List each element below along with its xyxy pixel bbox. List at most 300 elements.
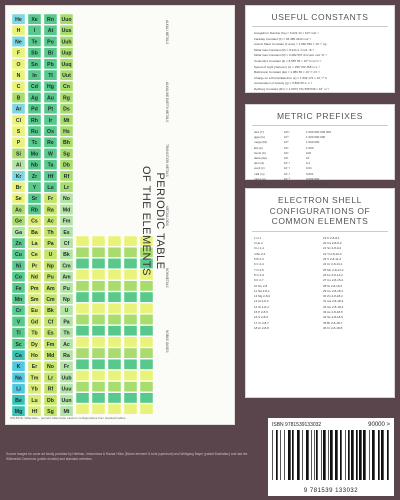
list-item: 30 Zn 2-8-18-2 <box>323 294 343 299</box>
element-symbol: Db <box>47 397 54 404</box>
element-symbol: At <box>47 28 54 35</box>
element-cell <box>124 382 137 392</box>
element-cell <box>92 382 105 392</box>
periodic-table-sheet <box>5 5 235 425</box>
element-cell <box>76 326 89 336</box>
element-symbol: Ce <box>31 252 38 259</box>
list-item: 5 B 2-3 <box>254 257 264 262</box>
prefix-px: kilo (k) <box>254 145 263 150</box>
element-symbol: Gd <box>30 319 39 326</box>
prefixes-list <box>246 130 394 192</box>
element-symbol: V <box>16 319 21 326</box>
list-item: Atomic Mass Constant (1 amu) = 1.660 539 × 10⁻²⁷ kg <box>254 42 327 47</box>
element-symbol: Cm <box>46 297 55 303</box>
element-symbol: Fe <box>15 285 22 292</box>
element-symbol: Ar <box>15 106 22 113</box>
barcode-bar <box>335 430 338 480</box>
element-symbol: Md <box>46 353 55 359</box>
element-cell <box>108 326 121 336</box>
element-cell <box>108 236 121 246</box>
element-symbol: Rb <box>31 207 38 214</box>
element-cell <box>124 370 137 380</box>
barcode-bar <box>311 430 312 480</box>
element-symbol: Uun <box>61 397 72 404</box>
element-symbol: Uuq <box>61 61 72 68</box>
prefix-pv: 0.1 <box>306 161 311 166</box>
title-line-1: PERIODIC TABLE <box>154 172 166 270</box>
element-symbol: Tc <box>31 140 38 147</box>
list-item: 21 Sc 2-8-9-2 <box>323 246 342 251</box>
element-symbol: Ti <box>16 330 21 337</box>
element-symbol: Cf <box>63 241 70 247</box>
isbn-text: ISBN 9781539133032 <box>272 422 322 428</box>
element-symbol: Bk <box>63 252 70 259</box>
element-cell <box>108 393 121 403</box>
element-symbol: Pr <box>31 263 38 270</box>
element-symbol: Uuu <box>61 386 72 393</box>
element-symbol: Nb <box>31 162 38 169</box>
barcode-bar <box>369 430 370 480</box>
element-cell <box>140 404 153 414</box>
element-symbol: Md <box>62 207 71 214</box>
list-item: Faraday Constant (F) = 96 485.3312 mol⁻¹ <box>254 36 311 41</box>
element-symbol: Sr <box>31 196 38 203</box>
element-symbol: Xe <box>31 17 38 23</box>
element-symbol: Al <box>15 162 22 169</box>
group-label: ALKALINE EARTH METALS <box>165 82 169 123</box>
element-symbol: P <box>16 140 21 147</box>
metric-prefixes-title: METRIC PREFIXES <box>252 111 388 126</box>
list-item: 32 Ge 2-8-18-4 <box>323 304 344 309</box>
prefix-pf: 10³ <box>284 145 289 150</box>
price-code: 90000 > <box>368 422 390 428</box>
element-symbol: Am <box>62 274 71 281</box>
element-cell <box>92 359 105 369</box>
element-cell <box>76 292 89 302</box>
element-symbol: Uuo <box>61 17 72 23</box>
element-symbol: Mt <box>63 117 70 124</box>
barcode-bar <box>272 430 273 480</box>
element-symbol: Hf <box>31 409 38 415</box>
element-symbol: Po <box>47 39 54 46</box>
barcode-bar <box>381 430 384 480</box>
element-symbol: Uub <box>61 375 72 382</box>
barcode-bar <box>280 430 281 480</box>
element-symbol: Se <box>15 196 22 203</box>
list-item: 23 V 2-8-11-2 <box>323 257 342 262</box>
list-item: Coulomb's Constant (k) = 8.987 55 × 10⁹ N m² C⁻² <box>254 58 322 63</box>
element-symbol: Cs <box>31 218 38 225</box>
prefix-pf: 10⁻⁹ <box>284 182 291 187</box>
prefix-px: hecto (h) <box>254 150 266 155</box>
prefix-pv: 0.001 <box>306 171 314 176</box>
element-symbol: Rf <box>47 386 54 393</box>
element-symbol: Hg <box>47 84 54 91</box>
shell-list-right <box>323 236 386 331</box>
element-symbol: Ca <box>15 353 22 359</box>
element-symbol: Fm <box>46 341 55 348</box>
element-symbol: La <box>31 241 38 247</box>
barcode-bar <box>348 430 350 480</box>
barcode-bar <box>363 430 366 480</box>
prefix-pf: 10⁶ <box>284 140 289 145</box>
list-item: 2 He 2 <box>254 241 263 246</box>
shell-columns <box>246 236 394 331</box>
element-symbol: Pt <box>47 106 54 113</box>
element-cell <box>108 370 121 380</box>
element-symbol: Mo <box>30 151 39 158</box>
element-symbol: F <box>16 50 21 57</box>
element-symbol: Fr <box>47 196 54 203</box>
element-symbol: Fr <box>63 364 70 371</box>
element-symbol: Rg <box>63 95 70 102</box>
element-symbol: I <box>33 28 36 35</box>
element-symbol: Hf <box>47 173 54 180</box>
barcode-bar <box>292 430 294 480</box>
list-item: Charge on a Proton/Electron (e) = 1.602 176 × 10⁻¹⁹ C <box>254 75 327 80</box>
element-cell <box>92 270 105 280</box>
element-cell <box>108 382 121 392</box>
element-symbol: Ga <box>15 229 22 236</box>
element-cell <box>76 359 89 369</box>
element-cell <box>140 303 153 313</box>
element-symbol: C <box>16 84 21 91</box>
element-cell <box>76 370 89 380</box>
element-symbol: O <box>16 61 21 68</box>
group-label: NONMETALS <box>165 268 169 288</box>
element-symbol: Sc <box>15 341 22 348</box>
element-cell <box>92 258 105 268</box>
useful-constants-title: USEFUL CONSTANTS <box>252 12 388 27</box>
element-cell <box>76 281 89 291</box>
element-cell <box>108 348 121 358</box>
element-symbol: Au <box>47 95 54 102</box>
periodic-table-grid <box>6 6 236 426</box>
prefix-pv: 10 <box>306 156 310 161</box>
group-label: NOBLE GASES <box>165 330 169 353</box>
element-cell <box>76 314 89 324</box>
barcode-bar <box>314 430 315 480</box>
list-item: Boltzmann Constant (kʙ) = 1.380 65 × 10⁻²³ J K⁻¹ <box>254 70 321 75</box>
element-symbol: Bi <box>47 50 54 57</box>
barcode-bar <box>356 430 358 480</box>
prefix-pf: 10⁹ <box>284 135 289 140</box>
element-cell <box>140 393 153 403</box>
element-symbol: Cr <box>15 308 22 315</box>
element-symbol: Ir <box>48 117 53 124</box>
element-symbol: Zr <box>31 173 38 180</box>
list-item: 9 F 2-7 <box>254 278 264 283</box>
element-symbol: Ds <box>63 106 70 113</box>
list-item: 25 Mn 2-8-13-2 <box>323 267 344 272</box>
prefix-pf: 10⁻¹ <box>284 161 290 166</box>
list-item: 7 N 2-5 <box>254 267 264 272</box>
element-cell <box>124 337 137 347</box>
element-symbol: Uut <box>62 73 71 79</box>
element-symbol: Dy <box>31 341 38 348</box>
element-cell <box>108 314 121 324</box>
prefix-pv: 0.000 000 001 <box>306 182 326 187</box>
prefix-pv: 1 000 000 000 000 <box>306 130 332 134</box>
element-cell <box>76 382 89 392</box>
prefix-px: giga (G) <box>254 135 265 140</box>
prefix-pf: 10¹² <box>284 130 290 134</box>
element-symbol: Th <box>63 330 70 337</box>
list-item: Acceleration of Gravity (g) = 9.806 65 m s⁻² <box>254 81 313 86</box>
prefix-px: tera (T) <box>254 130 264 134</box>
element-symbol: Tb <box>31 330 38 337</box>
element-cell <box>76 270 89 280</box>
electron-shell-panel <box>245 188 395 398</box>
barcode-bar <box>302 430 303 480</box>
element-symbol: Mt <box>63 409 70 415</box>
element-symbol: Zn <box>15 241 22 247</box>
barcode-bar <box>321 430 322 480</box>
list-item: 31 Ga 2-8-18-3 <box>323 299 344 304</box>
prefix-pf: 10⁻³ <box>284 171 290 176</box>
shell-list-left <box>254 236 317 331</box>
element-cell <box>92 404 105 414</box>
list-item: 26 Fe 2-8-14-2 <box>323 272 343 277</box>
element-cell <box>124 314 137 324</box>
element-cell <box>140 314 153 324</box>
element-cell <box>92 326 105 336</box>
element-symbol: K <box>16 364 21 371</box>
prefix-px: milli (m) <box>254 171 265 176</box>
element-symbol: Es <box>63 229 70 236</box>
element-symbol: Ne <box>15 39 22 46</box>
periodic-table-title <box>126 146 166 296</box>
element-cell <box>76 303 89 313</box>
list-item: 24 Cr 2-8-13-1 <box>323 262 343 267</box>
element-symbol: Np <box>47 263 54 270</box>
element-symbol: Yb <box>31 386 38 393</box>
list-item: 4 Be 2-2 <box>254 251 266 256</box>
barcode-bar <box>284 430 285 480</box>
element-symbol: Os <box>47 129 54 135</box>
list-item: 11 Na 2-8-1 <box>254 288 270 293</box>
element-symbol: Uus <box>61 28 72 35</box>
barcode-bar <box>328 430 329 480</box>
element-symbol: W <box>48 151 53 158</box>
barcode-bar <box>387 430 389 480</box>
prefix-pf: 10¹ <box>284 156 289 161</box>
prefix-pv: 1 000 <box>306 145 314 150</box>
element-symbol: Rf <box>63 173 70 180</box>
element-symbol: No <box>47 364 54 371</box>
element-cell <box>140 359 153 369</box>
element-cell <box>108 258 121 268</box>
constants-list <box>246 31 394 93</box>
element-symbol: As <box>15 207 22 214</box>
element-cell <box>140 337 153 347</box>
element-symbol: Es <box>47 330 54 337</box>
element-symbol: Sg <box>63 151 70 158</box>
element-symbol: Cd <box>31 84 38 91</box>
element-symbol: Ag <box>31 95 38 102</box>
element-symbol: Rh <box>31 117 38 124</box>
barcode-bar <box>345 430 346 480</box>
element-symbol: Ac <box>63 341 70 348</box>
element-symbol: He <box>15 17 22 23</box>
list-item: 15 P 2-8-5 <box>254 310 268 315</box>
element-symbol: Br <box>15 185 22 191</box>
element-cell <box>92 348 105 358</box>
barcode-bar <box>306 430 309 480</box>
element-cell <box>92 303 105 313</box>
element-cell <box>92 370 105 380</box>
list-item: Rydberg Constant (R∞) = 1.0973 731 568 539 × 10⁷ m⁻¹ <box>254 86 330 91</box>
barcode-bar <box>297 430 300 480</box>
element-cell <box>140 326 153 336</box>
element-symbol: Db <box>63 162 70 169</box>
list-item: 34 Se 2-8-18-6 <box>323 315 344 320</box>
list-item: 35 Br 2-8-18-7 <box>323 320 343 325</box>
element-cell <box>92 281 105 291</box>
element-cell <box>92 393 105 403</box>
list-item: 27 Co 2-8-15-2 <box>323 278 344 283</box>
element-symbol: Lr <box>47 375 54 382</box>
element-cell <box>140 382 153 392</box>
element-symbol: Ba <box>31 229 38 236</box>
element-cell <box>92 292 105 302</box>
element-symbol: No <box>63 196 70 203</box>
sheet-footer: SOURCE: Wikipedia – periodic table data; electron configurations from standard tables. <box>10 416 127 420</box>
element-symbol: Er <box>31 364 38 371</box>
element-symbol: Si <box>16 151 21 158</box>
element-cell <box>108 359 121 369</box>
element-symbol: U <box>64 308 69 315</box>
element-symbol: B <box>16 95 21 102</box>
element-symbol: Sm <box>30 297 39 303</box>
element-symbol: Ni <box>15 263 22 270</box>
element-cell <box>92 314 105 324</box>
element-symbol: Tm <box>30 375 39 382</box>
list-item: 20 Ca 2-8-8-2 <box>323 241 342 246</box>
element-symbol: Ra <box>63 353 70 359</box>
element-symbol: Sg <box>47 409 54 415</box>
barcode-bar <box>316 430 318 480</box>
list-item: Avogadro's Number (Nₐ) = 6.022 14 × 10²³ mol⁻¹ <box>254 31 319 35</box>
element-symbol: Mg <box>14 409 23 415</box>
prefix-px: micro (μ) <box>254 176 266 181</box>
group-label: ALKALI METALS <box>165 20 169 45</box>
element-symbol: Lr <box>63 185 70 191</box>
element-symbol: Rn <box>47 17 54 23</box>
element-symbol: Pa <box>47 241 54 247</box>
barcode-bar <box>330 430 333 480</box>
element-cell <box>140 348 153 358</box>
metric-prefixes-panel <box>245 104 395 187</box>
title-line-2: OF THE ELEMENTS <box>140 166 153 276</box>
element-cell <box>76 236 89 246</box>
barcode-bar <box>276 430 278 480</box>
element-symbol: Uup <box>61 50 72 57</box>
group-label: METALLOIDS <box>165 206 169 226</box>
element-symbol: Eu <box>31 308 38 315</box>
element-cell <box>108 404 121 414</box>
list-item: 14 Si 2-8-4 <box>254 304 269 309</box>
prefix-pv: 1 000 000 <box>306 140 320 145</box>
list-item: 28 Ni 2-8-16-2 <box>323 283 343 288</box>
element-symbol: Ta <box>47 162 54 169</box>
element-symbol: Pd <box>31 106 38 113</box>
prefix-px: nano (n) <box>254 182 266 187</box>
element-symbol: Cf <box>47 319 54 326</box>
element-symbol: Lu <box>31 397 38 404</box>
element-symbol: Lu <box>47 185 54 191</box>
element-symbol: Cn <box>63 84 70 91</box>
element-symbol: Cu <box>15 252 22 259</box>
element-symbol: Mn <box>14 297 23 303</box>
element-symbol: Ho <box>31 353 38 359</box>
element-symbol: Ac <box>47 218 54 225</box>
element-symbol: Tl <box>48 73 53 79</box>
element-symbol: Am <box>46 285 55 292</box>
list-item: 29 Cu 2-8-18-1 <box>323 288 344 293</box>
list-item: 6 C 2-4 <box>254 262 264 267</box>
element-symbol: Pb <box>47 61 54 68</box>
barcode-number: 9 781539 133032 <box>303 488 359 494</box>
element-cell <box>124 393 137 403</box>
element-symbol: Uuh <box>61 39 72 46</box>
element-symbol: Li <box>16 386 21 393</box>
element-cell <box>76 404 89 414</box>
cover-credits: Source images for cover art kindly provided by Helfman, Imbuemma & Ramar Hüke (Bloom element D-bots (spectrum) and Wolfgang Bayer (partial illustration) and iaia the Wikimedia Commons (public domain) and standard websites. <box>6 452 248 461</box>
element-symbol: Te <box>31 39 38 46</box>
list-item: 19 K 2-8-8-1 <box>323 235 340 240</box>
list-item: 36 Kr 2-8-18-8 <box>323 325 343 330</box>
barcode-bar <box>372 430 375 480</box>
element-symbol: Bh <box>63 140 70 147</box>
prefix-pf: 10⁻⁶ <box>284 176 291 181</box>
barcode-bar <box>378 430 380 480</box>
element-symbol: Ru <box>31 129 38 135</box>
element-cell <box>124 359 137 369</box>
barcode-bars <box>272 430 390 482</box>
element-cell <box>92 337 105 347</box>
prefix-px: mega (M) <box>254 140 267 145</box>
barcode-bar <box>340 430 342 480</box>
element-symbol: H <box>16 28 21 35</box>
element-cell <box>92 247 105 257</box>
element-symbol: Cm <box>62 263 71 270</box>
element-cell <box>76 247 89 257</box>
element-cell <box>108 270 121 280</box>
prefix-px: deci (d) <box>254 161 265 166</box>
element-symbol: S <box>16 129 21 135</box>
list-item: 16 S 2-8-6 <box>254 315 269 320</box>
element-symbol: Pm <box>30 285 39 292</box>
element-symbol: Kr <box>15 173 22 180</box>
useful-constants-panel <box>245 5 395 93</box>
prefix-pv: 0.01 <box>306 166 312 171</box>
list-item: 33 As 2-8-18-5 <box>323 310 343 315</box>
element-symbol: Pu <box>63 285 70 292</box>
list-item: 3 Li 2-1 <box>254 246 265 251</box>
list-item: 13 Al 2-8-3 <box>254 299 269 304</box>
element-cell <box>76 348 89 358</box>
barcode-bar <box>351 430 354 480</box>
element-symbol: Co <box>15 274 22 281</box>
element-cell <box>108 292 121 302</box>
element-cell <box>108 281 121 291</box>
list-item: 17 Cl 2-8-7 <box>254 320 269 325</box>
element-symbol: Bk <box>47 308 54 315</box>
element-cell <box>108 337 121 347</box>
isbn-barcode <box>268 418 394 496</box>
element-symbol: Ra <box>47 207 54 214</box>
